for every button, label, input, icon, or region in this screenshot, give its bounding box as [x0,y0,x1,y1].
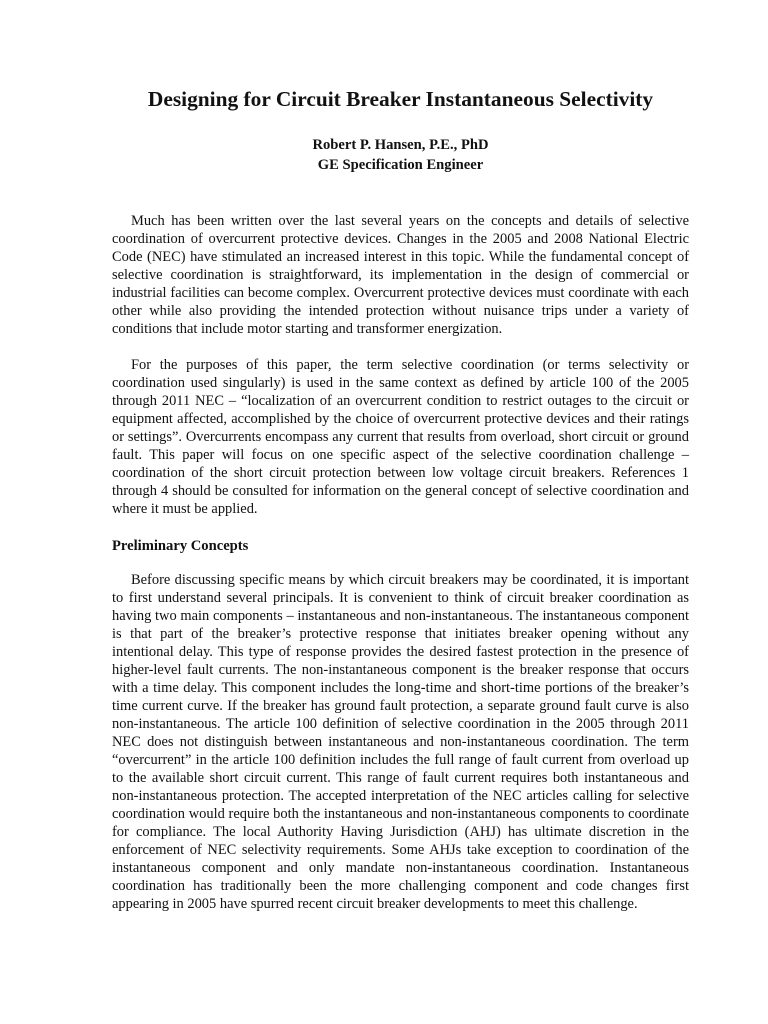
body-paragraph-2: For the purposes of this paper, the term selective coordination (or terms selectivity or coordination used singularly) is used in the same context as defined by article 100 of the 2005 through 2011 NEC – “localization of an overcurrent condition to restrict outages to the circuit or equipment affected, accomplished by the choice of overcurrent protective devices and their ratings or settings”. Overcurrents encompass any current that results from overload, short circuit or ground fault. This paper will focus on one specific aspect of the selective coordination challenge – coordination of the short circuit protection between low voltage circuit breakers. References 1 through 4 should be consulted for information on the general concept of selective coordination and where it must be applied. [112,357,689,518]
body-paragraph-3: Before discussing specific means by which circuit breakers may be coordinated, it is important to first understand several principals. It is convenient to think of circuit breaker coordination as having two main components – instantaneous and non-instantaneous. The instantaneous component is that part of the breaker’s protective response that initiates breaker opening without any intentional delay. This type of response provides the desired fastest protection in the presence of higher-level fault currents. The non-instantaneous component is the breaker response that occurs with a time delay. This component includes the long-time and short-time portions of the breaker’s time current curve. If the breaker has ground fault protection, a separate ground fault curve is also non-instantaneous. The article 100 definition of selective coordination in the 2005 through 2011 NEC does not distinguish between instantaneous and non-instantaneous coordination. The term “overcurrent” in the article 100 definition includes the full range of fault current from overload up to the available short circuit current. This range of fault current requires both instantaneous and non-instantaneous protection. The accepted interpretation of the NEC articles calling for selective coordination would require both the instantaneous and non-instantaneous components to coordinate for compliance. The local Authority Having Jurisdiction (AHJ) has ultimate discretion in the enforcement of NEC selectivity requirements. Some AHJs take exception to coordination of the instantaneous component and only mandate non-instantaneous coordination. Instantaneous coordination has traditionally been the more challenging component and code changes first appearing in 2005 have spurred recent circuit breaker developments to meet this challenge. [112,571,689,913]
author-name: Robert P. Hansen, P.E., PhD [312,136,489,153]
body-paragraph-1: Much has been written over the last several years on the concepts and details of selective coordination of overcurrent protective devices. Changes in the 2005 and 2008 National Electric Code (NEC) have stimulated an increased interest in this topic. While the fundamental concept of selective coordination is straightforward, its implementation in the design of commercial or industrial facilities can become complex. Overcurrent protective devices must coordinate with each other while also providing the intended protection without nuisance trips under a variety of conditions that include motor starting and transformer energization. [112,212,689,338]
author-block [112,135,689,175]
document-page [112,86,689,913]
document-title: Designing for Circuit Breaker Instantaneous Selectivity [147,87,654,111]
section-heading-preliminary-concepts: Preliminary Concepts [112,537,249,554]
author-role: GE Specification Engineer [317,156,484,173]
